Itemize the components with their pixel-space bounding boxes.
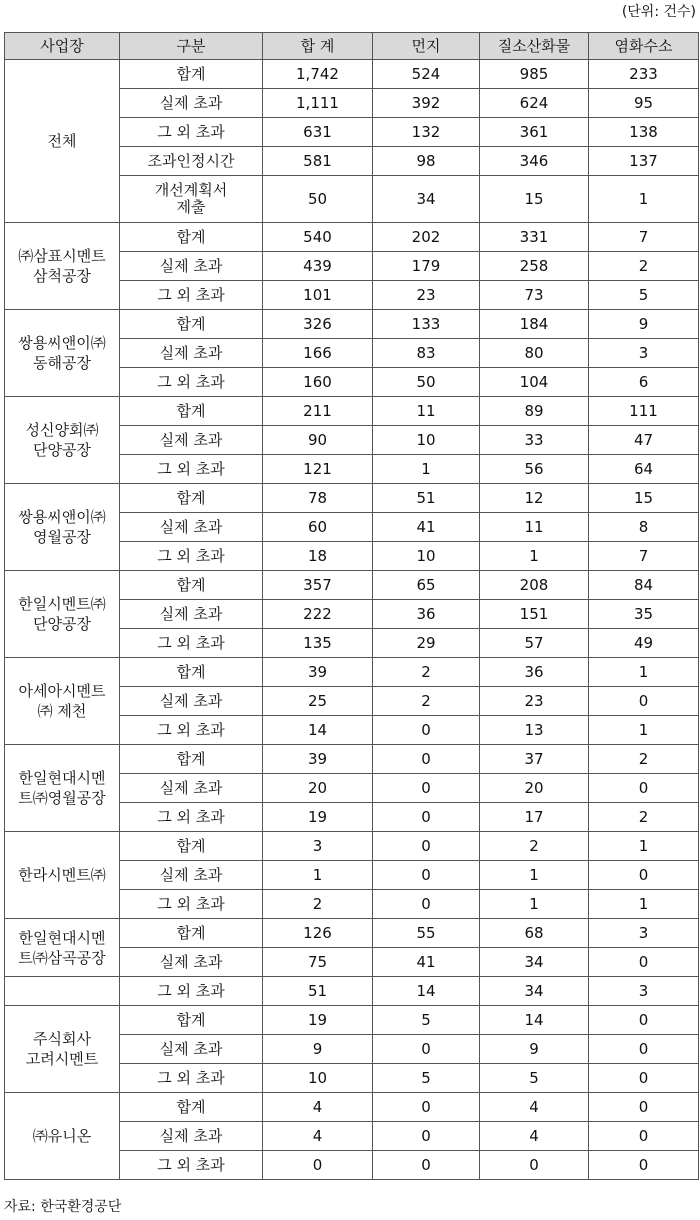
hcl-cell: 2 [589,803,699,832]
hcl-cell: 3 [589,919,699,948]
category-cell: 실제 초과 [120,513,263,542]
dust-cell: 23 [373,281,480,310]
hcl-cell: 35 [589,600,699,629]
hcl-cell: 9 [589,310,699,339]
category-cell: 그 외 초과 [120,629,263,658]
hcl-cell: 233 [589,60,699,89]
total-cell: 540 [263,223,373,252]
dust-cell: 0 [373,1093,480,1122]
nox-cell: 1 [480,542,589,571]
table-row [5,60,699,89]
total-cell: 101 [263,281,373,310]
category-cell: 조과인정시간 [120,147,263,176]
dust-cell: 132 [373,118,480,147]
dust-cell: 5 [373,1006,480,1035]
hcl-cell: 6 [589,368,699,397]
category-cell: 합계 [120,310,263,339]
dust-cell: 41 [373,948,480,977]
category-cell: 그 외 초과 [120,368,263,397]
header-hcl: 염화수소 [589,33,699,60]
nox-cell: 34 [480,977,589,1006]
nox-cell: 346 [480,147,589,176]
category-cell: 실제 초과 [120,948,263,977]
nox-cell: 4 [480,1093,589,1122]
dust-cell: 2 [373,687,480,716]
nox-cell: 14 [480,1006,589,1035]
hcl-cell: 0 [589,1006,699,1035]
hcl-cell: 0 [589,948,699,977]
dust-cell: 0 [373,890,480,919]
nox-cell: 23 [480,687,589,716]
dust-cell: 14 [373,977,480,1006]
hcl-cell: 0 [589,1093,699,1122]
header-category: 구분 [120,33,263,60]
hcl-cell: 7 [589,542,699,571]
header-site: 사업장 [5,33,120,60]
site-name-cell: 성신양회㈜ 단양공장 [5,397,120,484]
category-cell: 그 외 초과 [120,281,263,310]
hcl-cell: 49 [589,629,699,658]
dust-cell: 179 [373,252,480,281]
total-cell: 439 [263,252,373,281]
category-cell: 합계 [120,1006,263,1035]
hcl-cell: 95 [589,89,699,118]
hcl-cell: 1 [589,658,699,687]
total-cell: 50 [263,176,373,223]
site-name-cell: 아세아시멘트 ㈜ 제천 [5,658,120,745]
site-name-cell: 한라시멘트㈜ [5,832,120,919]
nox-cell: 0 [480,1151,589,1180]
dust-cell: 51 [373,484,480,513]
dust-cell: 41 [373,513,480,542]
dust-cell: 133 [373,310,480,339]
hcl-cell: 138 [589,118,699,147]
site-name-cell: 주식회사 고려시멘트 [5,1006,120,1093]
total-cell: 9 [263,1035,373,1064]
total-cell: 0 [263,1151,373,1180]
category-cell: 합계 [120,1093,263,1122]
site-name-cell: 쌍용씨앤이㈜ 동해공장 [5,310,120,397]
hcl-cell: 0 [589,1035,699,1064]
category-cell: 실제 초과 [120,1122,263,1151]
total-cell: 1,742 [263,60,373,89]
category-cell: 합계 [120,571,263,600]
category-cell: 그 외 초과 [120,542,263,571]
table-row [5,484,699,513]
header-dust: 먼지 [373,33,480,60]
dust-cell: 5 [373,1064,480,1093]
category-cell: 실제 초과 [120,252,263,281]
table-row [5,223,699,252]
table-row [5,745,699,774]
hcl-cell: 0 [589,1064,699,1093]
nox-cell: 104 [480,368,589,397]
nox-cell: 80 [480,339,589,368]
table-row [5,310,699,339]
unit-label: (단위: 건수) [621,4,696,20]
table-row [5,832,699,861]
category-cell: 실제 초과 [120,687,263,716]
category-cell: 개선계획서 제출 [120,176,263,223]
nox-cell: 17 [480,803,589,832]
nox-cell: 20 [480,774,589,803]
total-cell: 14 [263,716,373,745]
hcl-cell: 111 [589,397,699,426]
table-row [5,977,699,1006]
table-row [5,1006,699,1035]
table-row [5,571,699,600]
total-cell: 25 [263,687,373,716]
category-cell: 합계 [120,658,263,687]
nox-cell: 184 [480,310,589,339]
site-name-cell: ㈜유니온 [5,1093,120,1180]
category-cell: 합계 [120,745,263,774]
category-cell: 그 외 초과 [120,455,263,484]
dust-cell: 0 [373,716,480,745]
category-cell: 그 외 초과 [120,977,263,1006]
dust-cell: 36 [373,600,480,629]
total-cell: 19 [263,803,373,832]
total-cell: 211 [263,397,373,426]
dust-cell: 65 [373,571,480,600]
total-cell: 4 [263,1093,373,1122]
total-cell: 75 [263,948,373,977]
category-cell: 그 외 초과 [120,803,263,832]
category-cell: 실제 초과 [120,774,263,803]
category-cell: 합계 [120,397,263,426]
source-note: 자료: 한국환경공단 [4,1199,122,1215]
total-cell: 222 [263,600,373,629]
hcl-cell: 47 [589,426,699,455]
hcl-cell: 3 [589,339,699,368]
site-name-cell: 쌍용씨앤이㈜ 영월공장 [5,484,120,571]
nox-cell: 33 [480,426,589,455]
category-cell: 실제 초과 [120,426,263,455]
nox-cell: 1 [480,861,589,890]
table-row [5,397,699,426]
total-cell: 1,111 [263,89,373,118]
total-cell: 39 [263,745,373,774]
hcl-cell: 5 [589,281,699,310]
dust-cell: 0 [373,1151,480,1180]
nox-cell: 36 [480,658,589,687]
hcl-cell: 2 [589,252,699,281]
hcl-cell: 0 [589,687,699,716]
dust-cell: 50 [373,368,480,397]
nox-cell: 37 [480,745,589,774]
total-cell: 2 [263,890,373,919]
category-cell: 그 외 초과 [120,1151,263,1180]
hcl-cell: 8 [589,513,699,542]
category-cell: 합계 [120,832,263,861]
dust-cell: 98 [373,147,480,176]
dust-cell: 0 [373,803,480,832]
dust-cell: 11 [373,397,480,426]
hcl-cell: 137 [589,147,699,176]
dust-cell: 0 [373,774,480,803]
dust-cell: 392 [373,89,480,118]
category-cell: 실제 초과 [120,600,263,629]
category-cell: 그 외 초과 [120,716,263,745]
dust-cell: 34 [373,176,480,223]
category-cell: 그 외 초과 [120,890,263,919]
nox-cell: 34 [480,948,589,977]
hcl-cell: 2 [589,745,699,774]
site-name-cell: ㈜삼표시멘트 삼척공장 [5,223,120,310]
hcl-cell: 1 [589,832,699,861]
header-nox: 질소산화물 [480,33,589,60]
nox-cell: 151 [480,600,589,629]
total-cell: 121 [263,455,373,484]
hcl-cell: 7 [589,223,699,252]
category-cell: 합계 [120,484,263,513]
total-cell: 60 [263,513,373,542]
nox-cell: 4 [480,1122,589,1151]
total-cell: 3 [263,832,373,861]
category-cell: 실제 초과 [120,1035,263,1064]
site-name-cell: 한일시멘트㈜ 단양공장 [5,571,120,658]
total-cell: 581 [263,147,373,176]
total-cell: 357 [263,571,373,600]
total-cell: 326 [263,310,373,339]
dust-cell: 524 [373,60,480,89]
dust-cell: 1 [373,455,480,484]
total-cell: 90 [263,426,373,455]
total-cell: 631 [263,118,373,147]
site-name-cell: 한일현대시멘 트㈜삼곡공장 [5,919,120,977]
hcl-cell: 0 [589,1122,699,1151]
nox-cell: 5 [480,1064,589,1093]
dust-cell: 0 [373,745,480,774]
site-name-cell: 전체 [5,60,120,223]
dust-cell: 10 [373,542,480,571]
nox-cell: 13 [480,716,589,745]
site-name-cell [5,977,120,1006]
total-cell: 160 [263,368,373,397]
nox-cell: 361 [480,118,589,147]
category-cell: 그 외 초과 [120,118,263,147]
nox-cell: 15 [480,176,589,223]
hcl-cell: 1 [589,716,699,745]
hcl-cell: 0 [589,774,699,803]
dust-cell: 0 [373,1035,480,1064]
dust-cell: 10 [373,426,480,455]
total-cell: 10 [263,1064,373,1093]
nox-cell: 208 [480,571,589,600]
category-cell: 실제 초과 [120,339,263,368]
dust-cell: 202 [373,223,480,252]
site-name-cell: 한일현대시멘 트㈜영월공장 [5,745,120,832]
nox-cell: 56 [480,455,589,484]
total-cell: 20 [263,774,373,803]
nox-cell: 331 [480,223,589,252]
category-cell: 합계 [120,919,263,948]
total-cell: 4 [263,1122,373,1151]
category-cell: 실제 초과 [120,861,263,890]
total-cell: 126 [263,919,373,948]
hcl-cell: 0 [589,1151,699,1180]
hcl-cell: 0 [589,861,699,890]
category-cell: 합계 [120,60,263,89]
total-cell: 51 [263,977,373,1006]
nox-cell: 2 [480,832,589,861]
nox-cell: 624 [480,89,589,118]
emission-exceedance-table [4,32,699,1180]
hcl-cell: 1 [589,176,699,223]
nox-cell: 11 [480,513,589,542]
nox-cell: 9 [480,1035,589,1064]
hcl-cell: 1 [589,890,699,919]
nox-cell: 1 [480,890,589,919]
hcl-cell: 84 [589,571,699,600]
category-cell: 실제 초과 [120,89,263,118]
hcl-cell: 15 [589,484,699,513]
nox-cell: 985 [480,60,589,89]
total-cell: 18 [263,542,373,571]
dust-cell: 55 [373,919,480,948]
table-body [5,60,699,1180]
total-cell: 166 [263,339,373,368]
dust-cell: 29 [373,629,480,658]
dust-cell: 83 [373,339,480,368]
table-row [5,658,699,687]
table-row [5,1093,699,1122]
total-cell: 39 [263,658,373,687]
header-total: 합 계 [263,33,373,60]
category-cell: 그 외 초과 [120,1064,263,1093]
nox-cell: 12 [480,484,589,513]
nox-cell: 57 [480,629,589,658]
dust-cell: 0 [373,832,480,861]
nox-cell: 68 [480,919,589,948]
dust-cell: 0 [373,1122,480,1151]
hcl-cell: 3 [589,977,699,1006]
dust-cell: 2 [373,658,480,687]
table-row [5,919,699,948]
dust-cell: 0 [373,861,480,890]
nox-cell: 258 [480,252,589,281]
hcl-cell: 64 [589,455,699,484]
total-cell: 19 [263,1006,373,1035]
nox-cell: 89 [480,397,589,426]
nox-cell: 73 [480,281,589,310]
total-cell: 1 [263,861,373,890]
header-row [5,33,699,60]
total-cell: 135 [263,629,373,658]
category-cell: 합계 [120,223,263,252]
total-cell: 78 [263,484,373,513]
